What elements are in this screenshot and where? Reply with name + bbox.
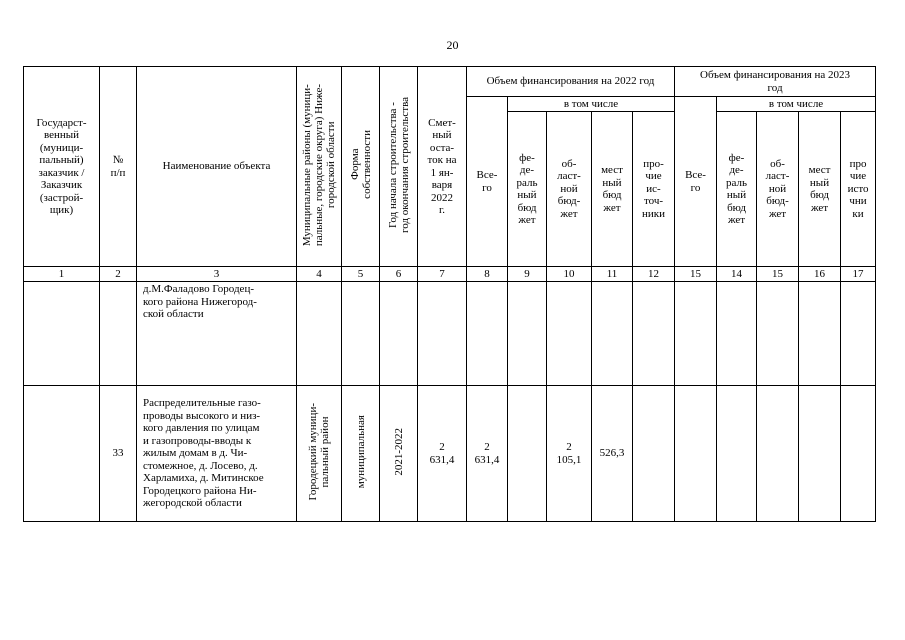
col-num: 2: [100, 267, 137, 282]
cell-local-2023: [799, 386, 841, 522]
header-incl-2023: в том числе: [717, 97, 876, 112]
header-npp: № п/п: [100, 67, 137, 267]
cell-total-2022: 2 631,4: [467, 386, 508, 522]
cell-other-2023: [841, 386, 876, 522]
cell-federal-2023: [717, 386, 757, 522]
header-fin-2022: Объем финансирования на 2022 год: [467, 67, 675, 97]
cell-other-2022: [633, 386, 675, 522]
header-districts: Муниципальные районы (муници- пальные, городские округа) Ниже- городской области: [297, 67, 342, 267]
cell-local-2023: [799, 282, 841, 386]
header-object-name: Наименование объекта: [137, 67, 297, 267]
cell-object-name: Распределительные газо- проводы высокого и низ- кого давления по улицам и газопроводы-вводы к жилым домам в д. Чи- стомежное, д. Лосево, д. Харламиха, д. Митинское Городецкого района Ни- жегородской области: [137, 386, 297, 522]
header-other-2023: про чие исто чни ки: [841, 112, 876, 267]
financing-table: [23, 66, 876, 522]
cell-district: Городецкий муници- пальный район: [297, 386, 342, 522]
header-total-2022: Все- го: [467, 97, 508, 267]
cell-total-2022: [467, 282, 508, 386]
cell-local-2022: [592, 282, 633, 386]
table-row: [24, 386, 876, 522]
col-num: 17: [841, 267, 876, 282]
col-num: 5: [342, 267, 380, 282]
cell-federal-2022: [508, 386, 547, 522]
cell-regional-2023: [757, 282, 799, 386]
cell-local-2022: 526,3: [592, 386, 633, 522]
header-total-2023: Все- го: [675, 97, 717, 267]
header-customer: Государст- венный (муници- пальный) заказчик / Заказчик (застрой- щик): [24, 67, 100, 267]
cell-other-2022: [633, 282, 675, 386]
header-local-2023: мест ный бюд жет: [799, 112, 841, 267]
cell-object-name: д.М.Фаладово Городец- кого района Нижегород- ской области: [137, 282, 297, 386]
col-num: 15: [757, 267, 799, 282]
cell-regional-2023: [757, 386, 799, 522]
header-federal-2022: фе- де- раль ный бюд жет: [508, 112, 547, 267]
cell-federal-2022: [508, 282, 547, 386]
cell-years: 2021-2022: [380, 386, 418, 522]
column-number-row: [24, 267, 876, 282]
header-incl-2022: в том числе: [508, 97, 675, 112]
header-regional-2022: об- ласт- ной бюд- жет: [547, 112, 592, 267]
cell-other-2023: [841, 282, 876, 386]
cell-ownership: муниципальная: [342, 386, 380, 522]
header-local-2022: мест ный бюд жет: [592, 112, 633, 267]
cell-npp: [100, 282, 137, 386]
col-num: 8: [467, 267, 508, 282]
header-estimate: Смет- ный оста- ток на 1 ян- варя 2022 г.: [418, 67, 467, 267]
cell-estimate: 2 631,4: [418, 386, 467, 522]
cell-total-2023: [675, 386, 717, 522]
col-num: 1: [24, 267, 100, 282]
header-fin-2023: Объем финансирования на 2023 год: [675, 67, 876, 97]
cell-ownership: [342, 282, 380, 386]
col-num: 4: [297, 267, 342, 282]
cell-total-2023: [675, 282, 717, 386]
col-num: 7: [418, 267, 467, 282]
col-num: 6: [380, 267, 418, 282]
col-num: 11: [592, 267, 633, 282]
page-number: 20: [446, 38, 459, 52]
cell-regional-2022: 2 105,1: [547, 386, 592, 522]
col-num: 14: [717, 267, 757, 282]
col-num: 9: [508, 267, 547, 282]
header-ownership: Форма собственности: [342, 67, 380, 267]
header-other-2022: про- чие ис- точ- ники: [633, 112, 675, 267]
col-num: 12: [633, 267, 675, 282]
cell-npp: 33: [100, 386, 137, 522]
col-num: 15: [675, 267, 717, 282]
col-num: 16: [799, 267, 841, 282]
cell-estimate: [418, 282, 467, 386]
col-num: 3: [137, 267, 297, 282]
cell-customer: [24, 282, 100, 386]
header-regional-2023: об- ласт- ной бюд- жет: [757, 112, 799, 267]
cell-regional-2022: [547, 282, 592, 386]
cell-federal-2023: [717, 282, 757, 386]
cell-years: [380, 282, 418, 386]
cell-district: [297, 282, 342, 386]
header-years: Год начала строительства - год окончания строительства: [380, 67, 418, 267]
col-num: 10: [547, 267, 592, 282]
cell-customer: [24, 386, 100, 522]
table-row: [24, 282, 876, 386]
header-federal-2023: фе- де- раль ный бюд жет: [717, 112, 757, 267]
